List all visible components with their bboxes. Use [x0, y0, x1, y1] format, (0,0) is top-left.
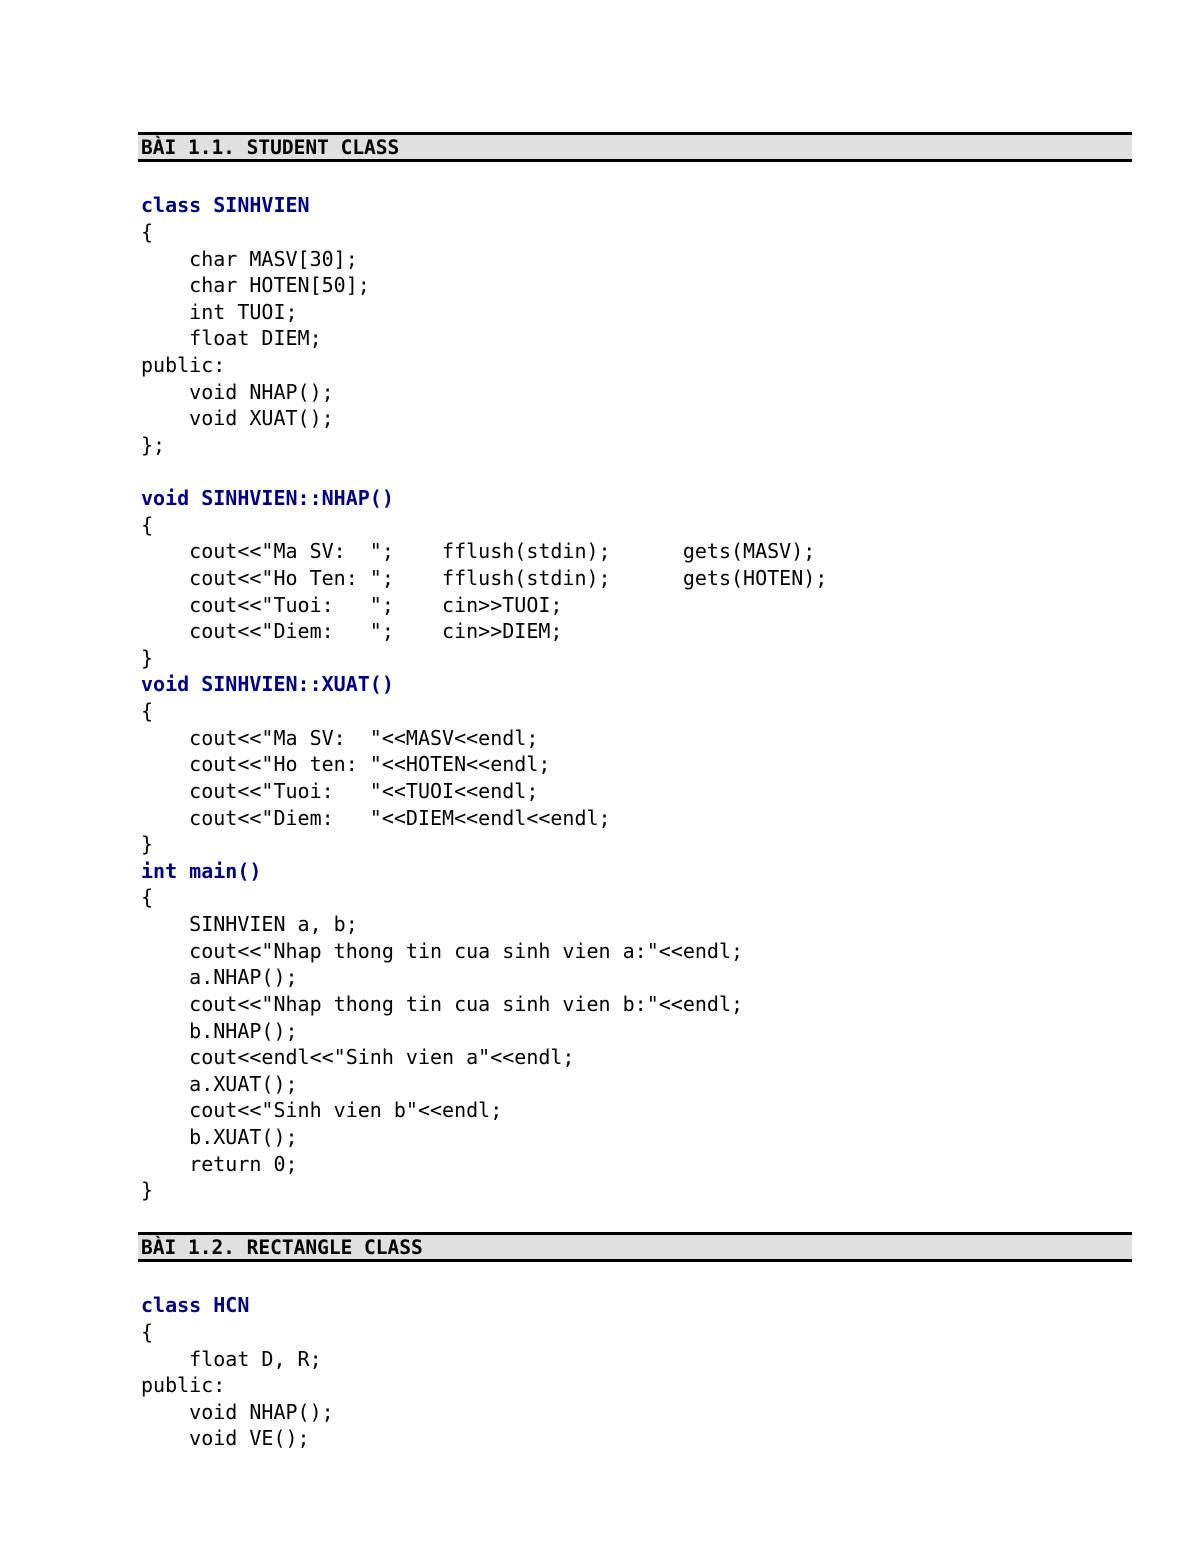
code-line: void NHAP(); — [141, 380, 334, 404]
section-title-1: BÀI 1.1. STUDENT CLASS — [141, 136, 400, 159]
code-line: cout<<"Tuoi: "<<TUOI<<endl; — [141, 779, 539, 803]
section-header-2 — [138, 1232, 1132, 1262]
code-line: char MASV[30]; — [141, 247, 358, 271]
code-line: cout<<"Nhap thong tin cua sinh vien a:"<<endl; — [141, 939, 744, 963]
code-line: { — [141, 885, 154, 909]
code-line: void NHAP(); — [141, 1400, 334, 1424]
code-line: cout<<"Ho ten: "<<HOTEN<<endl; — [141, 752, 551, 776]
code-line: } — [141, 1178, 154, 1202]
code-line: int main() — [141, 859, 262, 883]
code-line: }; — [141, 433, 166, 457]
code-line: { — [141, 513, 154, 537]
code-line: cout<<"Ma SV: "<<MASV<<endl; — [141, 726, 539, 750]
code-line: float DIEM; — [141, 326, 322, 350]
code-line: class HCN — [141, 1293, 250, 1317]
code-line: char HOTEN[50]; — [141, 273, 370, 297]
code-line: class SINHVIEN — [141, 193, 310, 217]
code-line: cout<<"Nhap thong tin cua sinh vien b:"<<endl; — [141, 992, 744, 1016]
code-line: a.NHAP(); — [141, 965, 298, 989]
code-line: cout<<"Ho Ten: "; fflush(stdin); gets(HOTEN); — [141, 566, 828, 590]
code-line: void VE(); — [141, 1426, 310, 1450]
code-line: } — [141, 646, 154, 670]
code-line: { — [141, 1320, 154, 1344]
code-line: return 0; — [141, 1152, 298, 1176]
code-line: void SINHVIEN::XUAT() — [141, 672, 394, 696]
code-line: public: — [141, 1373, 226, 1397]
code-line: cout<<"Diem: "<<DIEM<<endl<<endl; — [141, 806, 611, 830]
code-line: b.XUAT(); — [141, 1125, 298, 1149]
code-line: cout<<"Ma SV: "; fflush(stdin); gets(MASV); — [141, 539, 816, 563]
code-line: SINHVIEN a, b; — [141, 912, 358, 936]
code-line: b.NHAP(); — [141, 1019, 298, 1043]
code-line: int TUOI; — [141, 300, 298, 324]
code-line: cout<<"Diem: "; cin>>DIEM; — [141, 619, 563, 643]
code-line: void XUAT(); — [141, 406, 334, 430]
code-line: cout<<endl<<"Sinh vien a"<<endl; — [141, 1045, 575, 1069]
code-line: cout<<"Sinh vien b"<<endl; — [141, 1098, 503, 1122]
code-line: cout<<"Tuoi: "; cin>>TUOI; — [141, 593, 563, 617]
code-line: { — [141, 220, 154, 244]
code-line: public: — [141, 353, 226, 377]
code-line: } — [141, 832, 154, 856]
code-line: { — [141, 699, 154, 723]
section-title-2: BÀI 1.2. RECTANGLE CLASS — [141, 1236, 423, 1259]
code-line: float D, R; — [141, 1347, 322, 1371]
code-line: void SINHVIEN::NHAP() — [141, 486, 394, 510]
section-header-1 — [138, 132, 1132, 162]
code-line: a.XUAT(); — [141, 1072, 298, 1096]
